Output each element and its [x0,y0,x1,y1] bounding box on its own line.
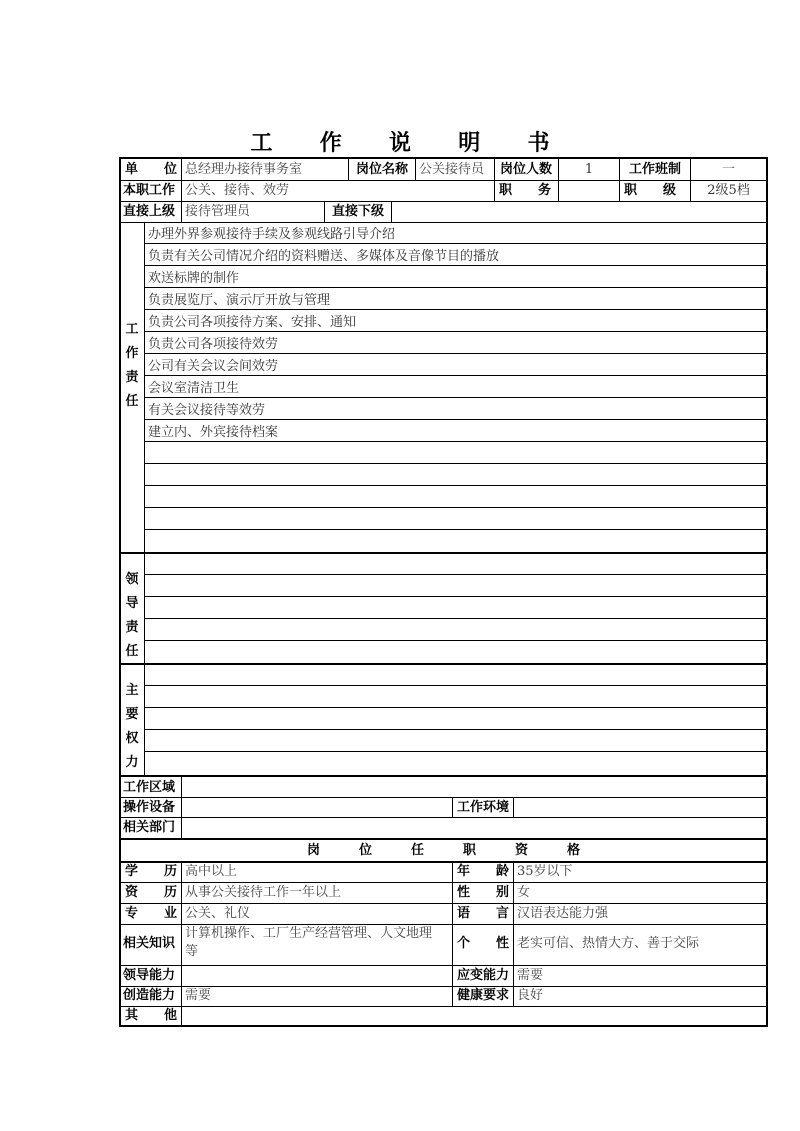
personality-label: 个 性 [457,936,510,951]
equipment-value [182,798,450,818]
knowledge-label: 相关知识 [123,936,176,951]
grade-value: 2级5档 [707,183,750,198]
duty-item: 会议室清洁卫生 [148,381,240,396]
duty-title-value [559,181,619,201]
experience-value: 从事公关接待工作一年以上 [185,885,342,900]
experience-label: 资 历 [125,885,178,900]
subordinate-label: 直接下级 [331,204,384,219]
education-label: 学 历 [125,864,178,879]
unit-value: 总经理办接待事务室 [185,162,303,177]
post-count-label: 岗位人数 [499,162,552,177]
health-label: 健康要求 [456,988,509,1003]
post-name-label: 岗位名称 [355,162,408,177]
duty-item: 负责有关公司情况介绍的资料赠送、多媒体及音像节目的播放 [148,249,500,264]
duty-item: 欢送标牌的制作 [148,271,240,286]
other-value [182,1006,762,1026]
authority-label: 主 要 权 力 [125,683,139,770]
age-label: 年 龄 [457,864,510,879]
job-value: 公关、接待、效劳 [185,183,290,198]
shift-label: 工作班制 [628,162,681,177]
equipment-label: 操作设备 [123,800,176,815]
duty-title-label: 职 务 [499,183,552,198]
qualifications-heading: 岗 位 任 职 资 格 [306,843,580,858]
leadership-ability-value [182,966,450,986]
document-title: 工 作 说 明 书 [250,131,570,156]
post-name-value: 公关接待员 [419,162,485,177]
creativity-label: 创造能力 [123,988,176,1003]
gender-value: 女 [517,885,531,900]
creativity-value: 需要 [185,988,212,1003]
superior-label: 直接上级 [123,204,176,219]
language-label: 语 言 [457,906,510,921]
duty-item: 有关会议接待等效劳 [148,403,266,418]
duty-item: 公司有关会议会间效劳 [148,359,279,374]
job-label: 本职工作 [123,183,176,198]
duty-item: 办理外界参观接待手续及参观线路引导介绍 [148,227,396,242]
duty-item: 负责公司各项接待效劳 [148,337,279,352]
health-value: 良好 [517,988,544,1003]
unit-label: 单 位 [125,162,178,177]
leadership-label: 领 导 责 任 [125,572,139,659]
subordinate-value [392,202,762,222]
leadership-ability-label: 领导能力 [123,968,176,983]
environment-value [514,798,764,818]
education-value: 高中以上 [185,864,238,879]
departments-label: 相关部门 [123,820,176,835]
duty-item: 负责展览厅、演示厅开放与管理 [148,293,331,308]
work-area-label: 工作区域 [123,780,176,795]
duty-item: 负责公司各项接待方案、安排、通知 [148,315,357,330]
departments-value [182,818,762,838]
gender-label: 性 别 [457,885,510,900]
duty-item: 建立内、外宾接待档案 [148,425,279,440]
post-count-value: 1 [584,162,594,177]
grade-label: 职 级 [624,183,677,198]
adaptability-label: 应变能力 [456,968,509,983]
language-value: 汉语表达能力强 [517,906,609,921]
adaptability-value: 需要 [517,968,544,983]
other-label: 其 他 [125,1008,178,1023]
work-area-value [182,778,762,798]
responsibilities-label: 工 作 责 任 [125,322,139,409]
shift-value: 一 [721,162,735,177]
age-value: 35岁以下 [517,864,573,879]
superior-value: 接待管理员 [185,204,251,219]
major-value: 公关、礼仪 [185,906,251,921]
personality-value: 老实可信、热情大方、善于交际 [517,936,700,951]
knowledge-value: 计算机操作、工厂生产经营管理、人文地理 等 [185,926,433,959]
major-label: 专 业 [125,906,178,921]
environment-label: 工作环境 [456,800,509,815]
